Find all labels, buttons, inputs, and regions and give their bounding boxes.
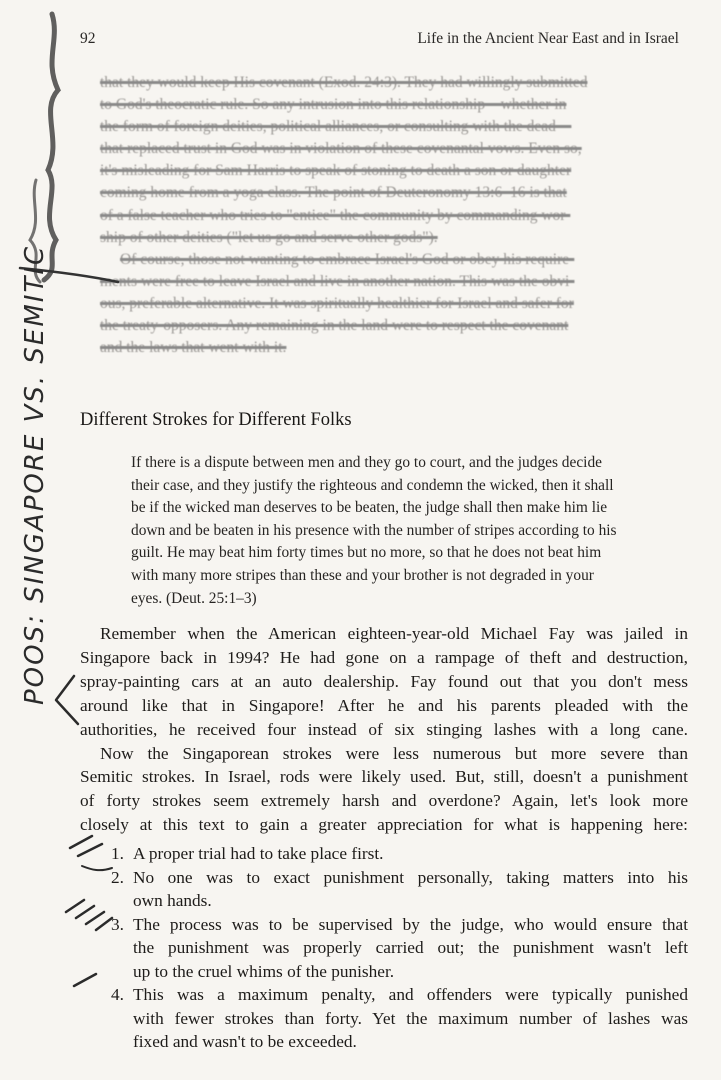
running-title: Life in the Ancient Near East and in Israel (417, 30, 679, 47)
list-item-line: the punishment was properly carried out; the punishment wasn't left (133, 938, 688, 957)
list-item-line: The process was to be supervised by the judge, who would ensure that (133, 914, 688, 934)
erased-text-block (100, 72, 680, 359)
erased-line: ous, preferable alternative. It was spiritually healthier for Israel and safer for (100, 294, 574, 312)
list-item-line: This was a maximum penalty, and offenders were typically punished (133, 985, 688, 1004)
page-number: 92 (80, 30, 96, 47)
quote-line: down and be beaten in his presence with the number of stripes according to his (131, 521, 617, 539)
list-item (111, 983, 688, 1054)
list-item-number: 2. (111, 867, 124, 887)
body-line: of forty strokes seem extremely harsh and overdone? Again, let's look more (80, 791, 688, 811)
erased-paragraph-2 (100, 249, 680, 359)
erased-line: ments were free to leave Israel and live in another nation. This was the obvi- (100, 272, 575, 290)
margin-annotation-text: POOS: SINGAPORE VS. SEMITIC (20, 244, 50, 705)
body-text (80, 622, 688, 837)
quote-line: If there is a dispute between men and they go to court, and the judges decide (131, 454, 602, 471)
erased-line: it's misleading for Sam Harris to speak of stoning to death a son or daughter (100, 162, 572, 180)
list-item (111, 842, 688, 866)
body-line: authorities, he received four instead of six stinging lashes with a long cane. (80, 719, 688, 739)
arrow-to-item-2 (82, 866, 112, 870)
margin-scribble-2 (30, 180, 40, 282)
list-item (111, 913, 688, 984)
quote-line: be if the wicked man deserves to be beaten, the judge shall then make him lie (131, 499, 608, 517)
page-header (80, 30, 679, 56)
erased-line: to God's theocratic rule. So any intrusion into this relationship—whether in (100, 96, 567, 114)
list-item-line: up to the cruel whims of the punisher. (133, 961, 395, 981)
erased-line: that replaced trust in God was in violation of these covenantal vows. Even so, (100, 140, 582, 158)
tally-mark-3 (66, 900, 112, 930)
quote-line: eyes. (Deut. 25:1–3) (131, 589, 257, 607)
list-item-line: A proper trial had to take place first. (133, 844, 384, 863)
bracket-mark (56, 676, 78, 724)
margin-scribble (44, 14, 58, 280)
body-line: Singapore back in 1994? He had gone on a rampage of theft and destruction, (80, 647, 688, 667)
erased-paragraph-1 (100, 72, 680, 249)
body-line: closely at this text to gain a greater appreciation for what is happening here: (80, 815, 688, 835)
erased-line: Of course, those not wanting to embrace Israel's God or obey his require- (120, 250, 575, 268)
list-item-line: fixed and wasn't to be exceeded. (133, 1032, 357, 1051)
list-item-number: 1. (111, 844, 124, 863)
body-line: around like that in Singapore! After he and his parents pleaded with the (80, 695, 688, 715)
section-title: Different Strokes for Different Folks (80, 410, 352, 430)
list-item-line: own hands. (133, 891, 212, 910)
body-line: spray-painting cars at an auto dealership. Fay found out that you don't mess (80, 671, 688, 691)
list-item-number: 4. (111, 985, 124, 1004)
numbered-list (111, 842, 688, 1054)
quote-line: with many more stripes than these and your brother is not degraded in your (131, 566, 594, 584)
body-line: Semitic strokes. In Israel, rods were likely used. But, still, doesn't a punishment (80, 767, 688, 787)
erased-line: the treaty-opposers. Any remaining in the land were to respect the covenant (100, 317, 569, 335)
tally-mark-4 (74, 974, 96, 986)
block-quote (131, 452, 689, 610)
erased-line: the form of foreign deities, political alliances, or consulting with the dead— (100, 118, 572, 136)
body-line: Remember when the American eighteen-year-old Michael Fay was jailed in (100, 624, 688, 643)
erased-line: that they would keep His covenant (Exod. 24:3). They had willingly submitted (100, 74, 588, 91)
list-item (111, 866, 688, 913)
erased-line: ship of other deities ("let us go and serve other gods"). (100, 228, 438, 246)
list-item-line: with fewer strokes than forty. Yet the maximum number of lashes was (133, 1008, 688, 1028)
erased-line: of a false teacher who tries to "entice" the community by commanding wor- (100, 206, 571, 224)
quote-line: guilt. He may beat him forty times but no more, so that he does not beat him (131, 544, 602, 562)
body-line: Now the Singaporean strokes were less numerous but more severe than (100, 743, 688, 763)
erased-line: coming home from a yoga class. The point of Deuteronomy 13:6–16 is that (100, 184, 567, 202)
list-item-number: 3. (111, 914, 124, 934)
list-item-line: No one was to exact punishment personally, taking matters into his (133, 867, 688, 887)
tally-mark-1 (70, 836, 102, 856)
quote-line: their case, and they justify the righteous and condemn the wicked, then it shall (131, 476, 614, 494)
erased-line: and the laws that went with it. (100, 339, 287, 357)
